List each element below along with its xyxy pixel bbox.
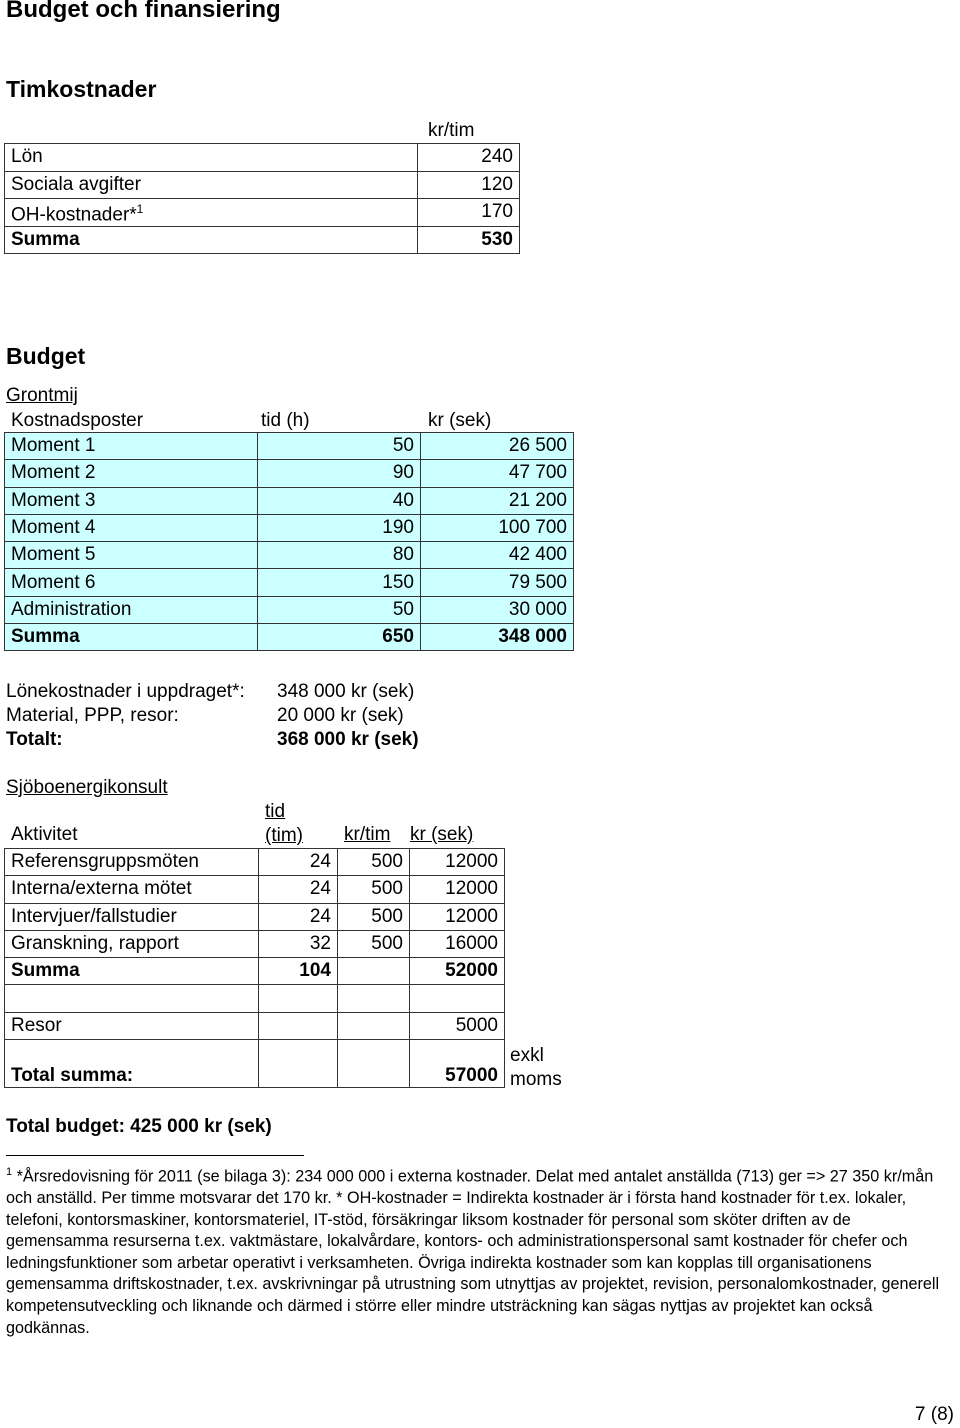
grontmij-table xyxy=(4,432,574,651)
cell-amount: 79 500 xyxy=(421,569,574,596)
total-row xyxy=(5,624,574,651)
cell-amount: 12000 xyxy=(410,876,505,903)
total-label: Summa xyxy=(5,624,258,651)
cell-label: Moment 1 xyxy=(5,433,258,460)
summary-value-totalt: 368 000 kr (sek) xyxy=(277,729,419,750)
table-row xyxy=(5,199,520,227)
summary-label-material: Material, PPP, resor: xyxy=(6,705,179,726)
col-header-kostnadsposter: Kostnadsposter xyxy=(11,410,144,431)
empty-cell xyxy=(259,1012,338,1039)
cell-label: Administration xyxy=(5,596,258,623)
row-label: OH-kostnader* xyxy=(11,204,137,226)
empty-cell xyxy=(259,1040,338,1088)
total-row xyxy=(5,226,520,254)
cell-activity: Granskning, rapport xyxy=(5,930,259,957)
col-header-kr: kr (sek) xyxy=(428,410,492,431)
cell-rate: 500 xyxy=(338,849,410,876)
vat-note: exkl moms xyxy=(510,1045,562,1090)
cell-amount: 12000 xyxy=(410,903,505,930)
cell-rate: 500 xyxy=(338,903,410,930)
footnote xyxy=(6,1162,956,1339)
table-row xyxy=(5,903,505,930)
resor-label: Resor xyxy=(5,1012,259,1039)
cell-activity: Intervjuer/fallstudier xyxy=(5,903,259,930)
cell-hours: 40 xyxy=(258,487,421,514)
grand-total-label: Total summa: xyxy=(5,1040,259,1088)
table-row xyxy=(5,460,574,487)
section-heading-budget: Budget xyxy=(6,343,86,369)
table-row xyxy=(5,876,505,903)
col-header-tid: tid (h) xyxy=(261,410,310,431)
cell-label: Moment 4 xyxy=(5,514,258,541)
cell-amount: 16000 xyxy=(410,930,505,957)
timkostnader-table xyxy=(4,143,520,254)
cell-rate: 500 xyxy=(338,930,410,957)
table-row xyxy=(5,596,574,623)
cell-amount: 30 000 xyxy=(421,596,574,623)
row-value: 240 xyxy=(418,144,520,172)
cell-hours: 190 xyxy=(258,514,421,541)
table-row xyxy=(5,433,574,460)
cell-hours: 24 xyxy=(259,849,338,876)
cell-hours: 24 xyxy=(259,876,338,903)
row-label: Lön xyxy=(5,144,418,172)
summary-label-totalt: Totalt: xyxy=(6,729,63,750)
cell-amount: 21 200 xyxy=(421,487,574,514)
summary-label-lonekostnader: Lönekostnader i uppdraget*: xyxy=(6,681,245,702)
subheading-grontmij: Grontmij xyxy=(6,385,78,406)
empty-cell xyxy=(338,1040,410,1088)
summary-value-material: 20 000 kr (sek) xyxy=(277,705,404,726)
cell-hours: 50 xyxy=(258,433,421,460)
cell-amount: 100 700 xyxy=(421,514,574,541)
sjoboenergikonsult-table xyxy=(4,848,505,1088)
grand-total-row xyxy=(5,1040,505,1088)
total-rate xyxy=(338,958,410,985)
cell-hours: 24 xyxy=(259,903,338,930)
empty-cell xyxy=(259,985,338,1012)
total-label: Summa xyxy=(5,958,259,985)
row-value: 170 xyxy=(418,199,520,227)
table-row xyxy=(5,144,520,172)
col-header-kr-tim: kr/tim xyxy=(344,824,391,845)
summary-value-lonekostnader: 348 000 kr (sek) xyxy=(277,681,415,702)
footnote-ref: 1 xyxy=(136,202,144,217)
cell-label: Moment 2 xyxy=(5,460,258,487)
table-row xyxy=(5,569,574,596)
table-row xyxy=(5,171,520,199)
total-amount: 52000 xyxy=(410,958,505,985)
page-title: Budget och finansiering xyxy=(6,0,281,23)
cell-hours: 90 xyxy=(258,460,421,487)
table-row xyxy=(5,542,574,569)
table-row xyxy=(5,849,505,876)
cell-amount: 42 400 xyxy=(421,542,574,569)
unit-header: kr/tim xyxy=(428,120,475,141)
cell-activity: Interna/externa mötet xyxy=(5,876,259,903)
cell-amount: 47 700 xyxy=(421,460,574,487)
cell-rate: 500 xyxy=(338,876,410,903)
row-label: Sociala avgifter xyxy=(5,171,418,199)
cell-label: Moment 3 xyxy=(5,487,258,514)
footnote-separator xyxy=(6,1155,304,1156)
cell-activity: Referensgruppsmöten xyxy=(5,849,259,876)
cell-amount: 12000 xyxy=(410,849,505,876)
cell-amount: 26 500 xyxy=(421,433,574,460)
grand-total-amount: 57000 xyxy=(410,1040,505,1088)
empty-cell xyxy=(338,985,410,1012)
table-row xyxy=(5,487,574,514)
col-header-kr-sek: kr (sek) xyxy=(410,824,474,845)
subheading-sjoboenergikonsult: Sjöboenergikonsult xyxy=(6,777,168,798)
empty-cell xyxy=(410,985,505,1012)
footnote-marker: 1 xyxy=(6,1166,13,1178)
empty-cell xyxy=(5,985,259,1012)
cell-hours: 80 xyxy=(258,542,421,569)
table-row xyxy=(5,930,505,957)
cell-label: Moment 5 xyxy=(5,542,258,569)
cell-hours: 50 xyxy=(258,596,421,623)
row-label-cell xyxy=(5,199,418,227)
cell-label: Moment 6 xyxy=(5,569,258,596)
empty-cell xyxy=(338,1012,410,1039)
empty-row xyxy=(5,985,505,1012)
total-budget: Total budget: 425 000 kr (sek) xyxy=(6,1116,272,1137)
resor-amount: 5000 xyxy=(410,1012,505,1039)
total-amount: 348 000 xyxy=(421,624,574,651)
resor-row xyxy=(5,1012,505,1039)
col-header-aktivitet: Aktivitet xyxy=(11,824,78,845)
total-value: 530 xyxy=(418,226,520,254)
section-heading-timkostnader: Timkostnader xyxy=(6,76,157,102)
page-number: 7 (8) xyxy=(914,1404,954,1425)
total-row xyxy=(5,958,505,985)
cell-hours: 150 xyxy=(258,569,421,596)
total-label: Summa xyxy=(5,226,418,254)
col-header-tid-tim: tid (tim) xyxy=(265,801,303,846)
total-hours: 104 xyxy=(259,958,338,985)
total-hours: 650 xyxy=(258,624,421,651)
footnote-text: *Årsredovisning för 2011 (se bilaga 3): 234 000 000 i externa kostnader. Delat med antalet anställda (713) ger => 27 350 kr/mån och anställd. Per timme motsvarar det 170 kr. * OH-kostnader = Indirekta kostnader är i första hand kostnader för t.ex. lokaler, telefoni, kontorsmaskiner, kontorsmateriel, IT-stöd, försäkringar liksom kostnader för personal som sköter driften av de gemensamma resurserna t.ex. vaktmästare, lokalvårdare, kontors- och administrationspersonal samt kostnader för chefer och ledningsfunktioner som arbetar operativt i verksamheten. Övriga indirekta kostnader som kan kopplas till organisationens gemensamma driftskostnader, t.ex. avskrivningar på utrustning som utnyttjas av projektet, revision, personalomkostnader, generell kompetensutveckling och liknande och därmed i större eller mindre utsträckning kan sägas nyttjas av projektet kan också godkännas. xyxy=(6,1167,940,1337)
cell-hours: 32 xyxy=(259,930,338,957)
row-value: 120 xyxy=(418,171,520,199)
table-row xyxy=(5,514,574,541)
